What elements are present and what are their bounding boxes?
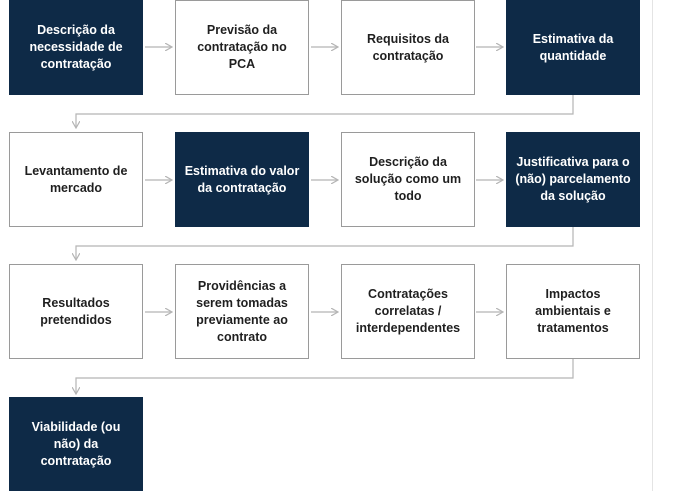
step-box-4 [506,0,640,95]
step-box-12 [506,264,640,359]
step-box-9 [9,264,143,359]
arrow-step-8-to-9 [76,227,573,260]
step-label: Estimativa da quantidade [532,31,614,63]
step-box-8 [506,132,640,227]
arrow-step-12-to-13 [76,359,573,394]
step-label: Justificativa para o (não) parcelamento da solução [515,155,631,203]
step-label: Estimativa do valor da contratação [184,163,300,195]
step-label: Levantamento de mercado [24,163,128,195]
step-label: Previsão da contratação no PCA [197,23,287,71]
step-box-1 [9,0,143,95]
step-label: Contratações correlatas / interdependentes [355,287,461,335]
step-box-7 [341,132,475,227]
step-label: Viabilidade (ou não) da contratação [31,419,121,468]
step-label: Descrição da solução como um todo [354,155,462,203]
step-box-6 [175,132,309,227]
step-box-5 [9,132,143,227]
step-box-11 [341,264,475,359]
arrow-step-4-to-5 [76,95,573,128]
right-divider [652,0,653,491]
step-box-3 [341,0,475,95]
step-label: Descrição da necessidade de contratação [29,23,123,71]
step-box-10 [175,264,309,359]
step-label: Resultados pretendidos [40,295,112,327]
step-box-2 [175,0,309,95]
step-label: Impactos ambientais e tratamentos [535,287,611,335]
step-label: Providências a serem tomadas previamente ao contrato [196,278,288,344]
step-label: Requisitos da contratação [367,31,449,63]
step-box-13 [9,397,143,491]
